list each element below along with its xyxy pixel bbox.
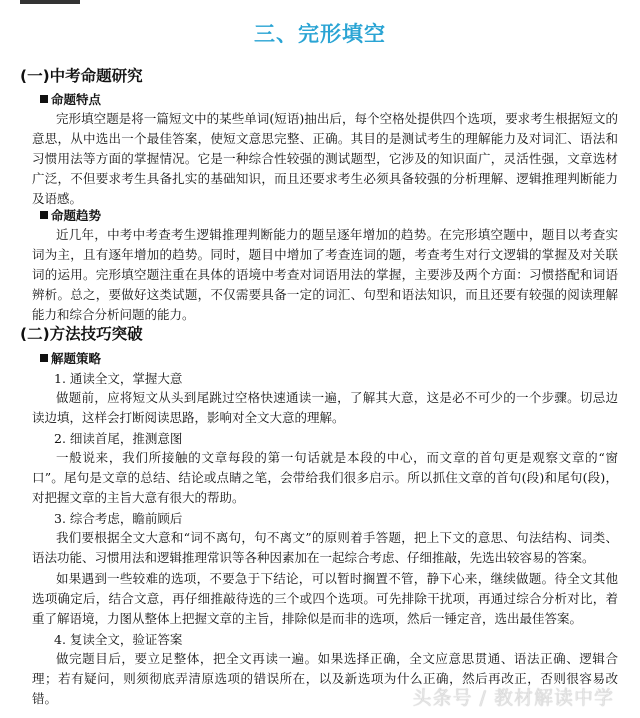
section2-para5: 做完题目后，要立足整体，把全文再读一遍。如果选择正确，全文应意思贯通、语法正确、逻辑合理；若有疑问，则须彻底弄清原选项的错误所在，以及新选项为什么正确，然后再改正，否则很容易改错。	[32, 651, 618, 706]
section1-sub1-label: 命题特点	[51, 92, 102, 107]
section1-sub1	[40, 90, 101, 108]
section1-para2: 近几年，中考中考查考生逻辑推理判断能力的题呈逐年增加的趋势。在完形填空题中，题目以考查实词为主，且有逐年增加的趋势。同时，题目中增加了考查连词的题，考查考生对行文逻辑的掌握及对关联词的运用。完形填空题注重在具体的语境中考查对词语用法的掌握，主要涉及两个方面：习惯搭配和词语辨析。总之，要做好这类试题，不仅需要具备一定的词汇、句型和语法知识，而且还要有较强的阅读理解能力和综合分析问题的能力。	[32, 227, 618, 322]
section2-heading: (二)方法技巧突破	[20, 325, 143, 343]
section2-para3: 我们要根据全文大意和“词不离句，句不离文”的原则着手答题，把上下文的意思、句法结构、词类、语法功能、习惯用法和逻辑推理常识等各种因素加在一起综合考虑、仔细推敲，先选出较容易的答案。	[32, 530, 618, 565]
section2-para1: 做题前，应将短文从头到尾跳过空格快速通读一遍，了解其大意，这是必不可少的一个步骤。切忌边读边填，这样会打断阅读思路，影响对全文大意的理解。	[32, 390, 618, 425]
section1-sub2	[40, 206, 101, 224]
section2-sub1-label: 解题策略	[51, 351, 102, 366]
section2-para4: 如果遇到一些较难的选项，不要急于下结论，可以暂时搁置不管，静下心来，继续做题。待全文其他选项确定后，结合文意，再仔细推敲待选的三个或四个选项。可先排除干扰项，再通过综合分析对比，着重了解语境，力图从整体上把握文章的主旨，排除似是而非的选项，然后一锤定音，选出最佳答案。	[32, 571, 618, 626]
step-1: 1. 通读全文，掌握大意	[54, 371, 183, 386]
step-4: 4. 复读全文，验证答案	[54, 632, 183, 647]
section1-heading: (一)中考命题研究	[20, 67, 143, 85]
section1-sub2-label: 命题趋势	[51, 208, 102, 223]
page-title: 三、完形填空	[254, 22, 386, 46]
step-3: 3. 综合考虑，瞻前顾后	[54, 511, 183, 526]
section2-para2: 一般说来，我们所接触的文章每段的第一句话就是本段的中心，而文章的首句更是观察文章的“窗口”。尾句是文章的总结、结论或点睛之笔，会带给我们很多启示。所以抓住文章的首句(段)和尾句(段)，对把握文章的主旨大意有很大的帮助。	[32, 450, 618, 505]
top-rule	[20, 0, 80, 4]
step-2: 2. 细读首尾，推测意图	[54, 431, 183, 446]
square-bullet-icon	[40, 354, 48, 362]
section1-para1: 完形填空题是将一篇短文中的某些单词(短语)抽出后，每个空格处提供四个选项，要求考生根据短文的意思，从中选出一个最佳答案，使短文意思完整、正确。其目的是测试考生的理解能力及对词汇、语法和习惯用法等方面的掌握情况。它是一种综合性较强的测试题型，它涉及的知识面广，灵活性强，文章选材广泛，不但要求考生具备扎实的基础知识，而且还要求考生必须具备较强的分析理解、逻辑推理判断能力及语感。	[32, 111, 618, 206]
square-bullet-icon	[40, 95, 48, 103]
section2-sub1	[40, 349, 101, 367]
square-bullet-icon	[40, 211, 48, 219]
watermark: 头条号 / 教材解读中学	[412, 687, 614, 709]
